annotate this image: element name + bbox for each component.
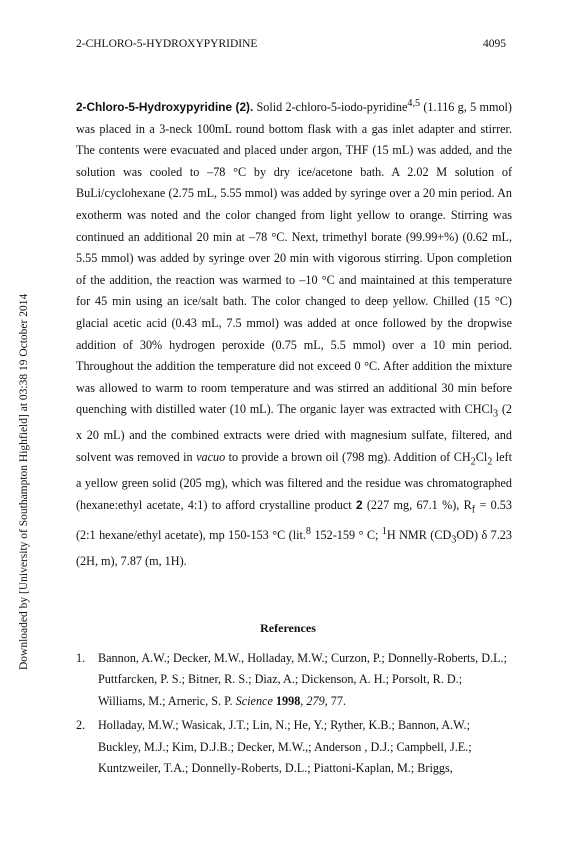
procedure-text: 152-159 ° C; xyxy=(311,527,382,542)
reference-volume: 279 xyxy=(306,693,325,708)
procedure-text: (2 x 20 mL) and the combined extracts were dried with magnesium sulfate, filtered, and solvent was removed in xyxy=(76,402,512,464)
subscript: 2 xyxy=(487,456,493,468)
reference-authors: Bannon, A.W.; Decker, M.W., Holladay, M.W.; Curzon, P.; Donnelly-Roberts, D.L.; Puttfarcken, P. S.; Bitner, R. S.; Diaz, A.; Dickenson, A. H.; Porsolt, R. D.; Williams, M.; Arneric, S. P. xyxy=(98,651,507,708)
reference-text: Bannon, A.W.; Decker, M.W., Holladay, M.W.; Curzon, P.; Donnelly-Roberts, D.L.; Puttfarcken, P. S.; Bitner, R. S.; Diaz, A.; Dickenson, A. H.; Porsolt, R. D.; Williams, M.; Arneric, S. P. Science 1998, 279, 77. xyxy=(98,651,507,708)
procedure-text: to provide a brown oil (798 mg). Addition of CH xyxy=(225,450,471,464)
download-watermark-text: Downloaded by [University of Southampton Highfield] at 03:38 19 October 2014 xyxy=(18,293,30,670)
reference-number: 2. xyxy=(76,718,86,733)
italic-term: vacuo xyxy=(196,450,226,464)
page-number: 4095 xyxy=(483,38,506,50)
journal-name: Science xyxy=(235,693,273,708)
page-header xyxy=(76,38,506,50)
subscript: 2 xyxy=(470,456,476,468)
compound-heading: 2-Chloro-5-Hydroxypyridine (2). xyxy=(76,100,254,115)
reference-list xyxy=(76,648,512,782)
procedure-text: = 0.53 (2:1 hexane/ethyl acetate), mp 150-153 °C (lit. xyxy=(76,497,512,542)
citation-superscript: 4,5 xyxy=(407,98,421,109)
subscript: 3 xyxy=(493,408,499,420)
citation-superscript: 8 xyxy=(305,525,311,537)
procedure-paragraph xyxy=(76,93,512,572)
reference-year: 1998 xyxy=(275,693,301,708)
subscript: f xyxy=(471,504,476,516)
procedure-text: Cl xyxy=(475,450,488,464)
reference-text: Holladay, M.W.; Wasicak, J.T.; Lin, N.; He, Y.; Ryther, K.B.; Bannon, A.W.; Buckley, M.J.; Kim, D.J.B.; Decker, M.W.,; Anderson , D.J.; Campbell, J.E.; Kuntzweiler, T.A.; Donnelly-Roberts, D.L.; Piattoni-Kaplan, M.; Briggs, xyxy=(98,718,472,776)
compound-number: 2 xyxy=(356,497,363,512)
procedure-text: OD) δ 7.23 (2H, m), 7.87 (m, 1H). xyxy=(76,527,512,568)
procedure-text: (1.116 g, 5 mmol) was placed in a 3-neck 100mL round bottom flask with a gas inlet adapter and stirrer. The contents were evacuated and placed under argon, THF (15 mL) was added, and the solution was cooled to –78 °C by dry ice/acetone bath. A 2.02 M solution of BuLi/cyclohexane (2.75 mL, 5.55 mmol) was added by syringe over a 20 min period. An exotherm was noted and the color changed from light yellow to orange. Stirring was continued an additional 20 min at –78 °C. Next, trimethyl borate (99.99+%) (0.62 mL, 5.55 mmol) was added by syringe over 20 min with vigorous stirring. Upon completion of the addition, the reaction was warmed to –10 °C and maintained at this temperature for 45 min using an ice/salt bath. The color changed to deep yellow. Chilled (15 °C) glacial acetic acid (0.43 mL, 7.5 mmol) was added at once followed by the dropwise addition of 30% hydrogen peroxide (0.75 mL, 5.5 mmol) over a 10 min period. Throughout the addition the temperature did not exceed 0 °C. After addition the mixture was allowed to warm to room temperature and was stirred an additional 30 min before quenching with distilled water (10 mL). The organic layer was extracted with CHCl xyxy=(76,100,512,417)
reference-number: 1. xyxy=(76,651,86,665)
procedure-text: Solid 2-chloro-5-iodo-pyridine xyxy=(253,100,408,115)
subscript: 3 xyxy=(451,534,457,546)
superscript: 1 xyxy=(381,525,387,537)
reference-item xyxy=(76,715,512,779)
procedure-text: left a yellow green solid (205 mg), which was filtered and the residue was chromatographed (hexane:ethyl acetate, 4:1) to afford crystalline product xyxy=(76,450,512,512)
download-watermark xyxy=(18,150,32,670)
procedure-text: (227 mg, 67.1 %), R xyxy=(362,497,472,512)
references-heading: References xyxy=(260,621,316,635)
procedure-text: H NMR (CD xyxy=(386,527,452,542)
reference-item xyxy=(76,648,512,712)
running-title: 2-CHLORO-5-HYDROXYPYRIDINE xyxy=(76,38,258,50)
reference-pages: , 77. xyxy=(324,693,346,708)
